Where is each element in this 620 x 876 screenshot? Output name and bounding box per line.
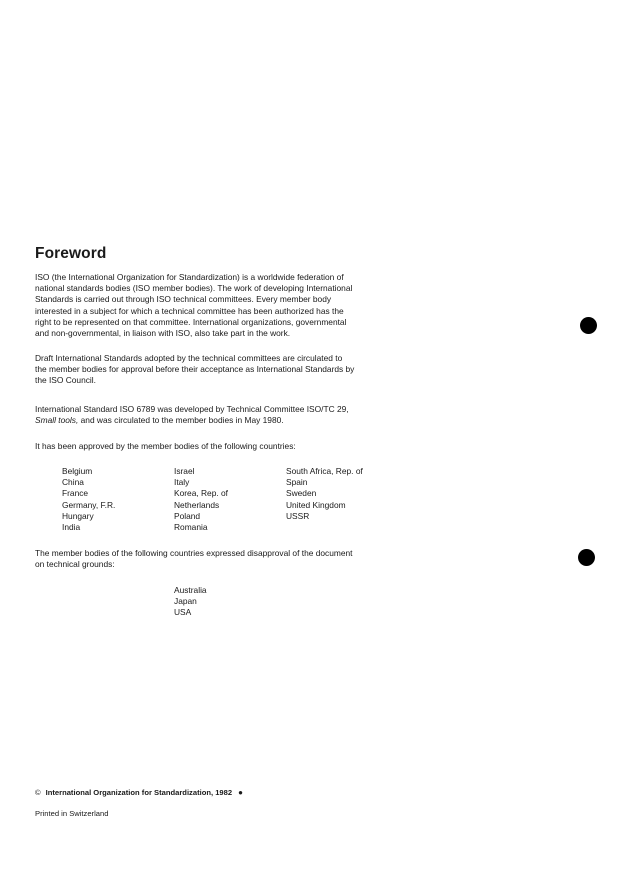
copyright-text: International Organization for Standardization, 1982 — [45, 788, 233, 797]
country-item: South Africa, Rep. of — [286, 466, 363, 476]
text-line: Draft International Standards adopted by the technical committees are circulated to — [35, 353, 343, 363]
country-item: China — [62, 477, 84, 488]
text-line: interested in a subject for which a technical committee has been authorized has the — [35, 305, 344, 316]
text-line: the ISO Council. — [35, 375, 96, 386]
text-line: on technical grounds: — [35, 559, 115, 570]
country-item: Poland — [174, 510, 201, 521]
text-line: ISO (the International Organization for Standardization) is a worldwide federation of — [35, 272, 344, 282]
page-title: Foreword — [35, 245, 107, 262]
paragraph-draft-standards — [35, 353, 381, 387]
text-line: and non-governmental, in liaison with ISO, also take part in the work. — [35, 328, 291, 339]
disapproving-countries-list — [174, 585, 207, 619]
paragraph-approval — [35, 441, 381, 452]
country-item: India — [62, 522, 81, 533]
committee-name: Small tools, — [35, 415, 79, 426]
country-item: Japan — [174, 596, 197, 607]
country-item: Sweden — [286, 488, 317, 499]
text-line: The member bodies of the following countries expressed disapproval of the document — [35, 548, 353, 558]
country-item: USSR — [286, 510, 310, 521]
country-item: Hungary — [62, 510, 94, 521]
approving-countries-column-2 — [174, 466, 228, 533]
country-item: Australia — [174, 585, 207, 595]
punch-hole-mark — [578, 549, 595, 566]
bullet-icon: ● — [238, 788, 243, 797]
approving-countries-column-1 — [62, 466, 115, 533]
copyright-icon: © — [35, 788, 41, 797]
text-line: right to be represented on that committee. International organizations, governmental — [35, 316, 347, 327]
paragraph-iso-intro — [35, 272, 381, 339]
paragraph-disapproval — [35, 548, 381, 570]
text-line: the member bodies for approval before their acceptance as International Standards by — [35, 364, 355, 375]
approving-countries-column-3 — [286, 466, 363, 522]
text-line: International Standard ISO 6789 was developed by Technical Committee ISO/TC 29, — [35, 404, 349, 414]
punch-hole-mark — [580, 317, 597, 334]
text-line: national standards bodies (ISO member bodies). The work of developing International — [35, 283, 353, 294]
country-item: United Kingdom — [286, 499, 346, 510]
country-item: France — [62, 488, 89, 499]
text-line: Standards is carried out through ISO technical committees. Every member body — [35, 294, 332, 305]
printed-location: Printed in Switzerland — [35, 809, 109, 818]
country-item: Germany, F.R. — [62, 499, 116, 510]
country-item: Romania — [174, 522, 208, 533]
text-fragment: and was circulated to the member bodies in May 1980. — [78, 415, 284, 426]
country-item: USA — [174, 607, 192, 618]
text-line — [35, 415, 381, 426]
country-item: Netherlands — [174, 499, 220, 510]
copyright-line — [35, 788, 243, 797]
country-item: Italy — [174, 477, 190, 488]
country-item: Korea, Rep. of — [174, 488, 229, 499]
country-item: Spain — [286, 477, 308, 488]
text-line: It has been approved by the member bodies of the following countries: — [35, 441, 296, 451]
country-item: Belgium — [62, 466, 93, 476]
country-item: Israel — [174, 466, 195, 476]
paragraph-standard-info — [35, 404, 381, 426]
